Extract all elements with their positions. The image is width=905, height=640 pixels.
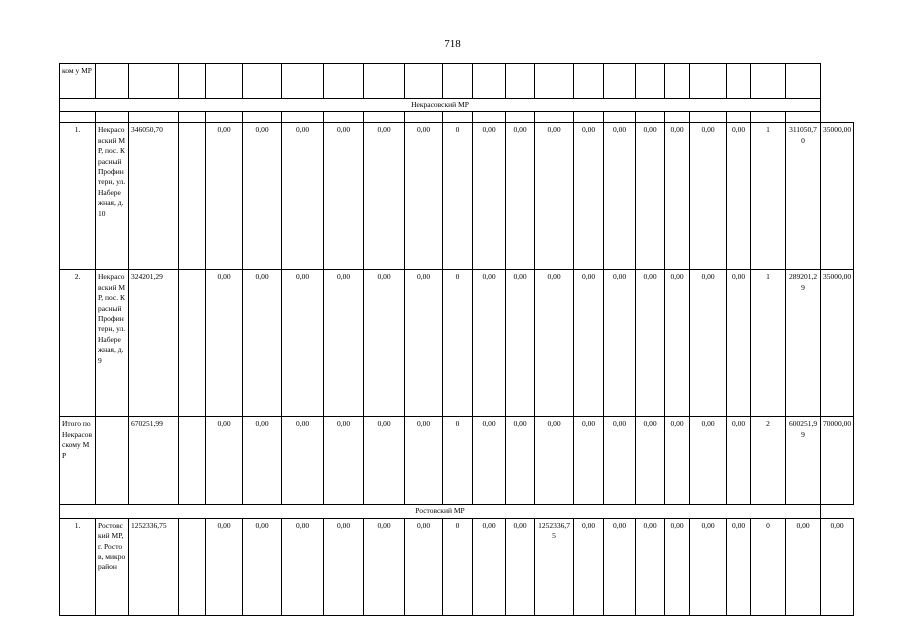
value-cell: 0,00 [473,123,506,270]
empty-cell [506,112,535,123]
sum1-cell: 311050,70 [786,123,821,270]
value-cell: 0,00 [636,270,665,417]
row-number: 1. [60,518,96,615]
value-cell: 0,00 [324,417,364,505]
value-cell: 0,00 [506,270,535,417]
total-cell: 1252336,75 [129,518,179,615]
value-cell: 0,00 [405,417,443,505]
empty-cell [690,112,727,123]
value-cell: 1252336,75 [535,518,574,615]
section-header-row [60,99,854,112]
address-cell: Некрасовский МР, пос. Красный Профинтерн, ул. Набережная, д. 10 [96,123,129,270]
header-cell [243,64,282,99]
header-cell [364,64,405,99]
sum2-cell: 35000,00 [821,270,854,417]
empty-cell [473,112,506,123]
header-row [60,64,854,99]
address-cell: Некрасовский МР, пос. Красный Профинтерн, ул. Набережная, д. 9 [96,270,129,417]
value-cell: 0,00 [473,417,506,505]
value-cell: 0,00 [665,417,690,505]
header-cell [636,64,665,99]
empty-cell [786,112,821,123]
empty-cell [129,112,179,123]
count-cell: 0 [751,518,786,615]
sum2-cell: 0,00 [821,518,854,615]
value-cell: 0,00 [690,123,727,270]
empty-cell [179,112,206,123]
value-cell: 0,00 [506,123,535,270]
header-cell [690,64,727,99]
row-number: 1. [60,123,96,270]
header-cell [324,64,364,99]
value-cell: 0,00 [535,417,574,505]
value-cell: 0,00 [727,417,751,505]
value-cell: 0,00 [535,270,574,417]
value-cell: 0,00 [206,518,243,615]
value-cell: 0,00 [665,518,690,615]
table-row [60,518,854,615]
value-cell: 0,00 [535,123,574,270]
empty-cell [60,112,96,123]
value-cell: 0,00 [604,518,636,615]
total-cell: 670251,99 [129,417,179,505]
header-cell [506,64,535,99]
empty-cell [405,112,443,123]
value-cell: 0,00 [324,123,364,270]
row-number: 2. [60,270,96,417]
total-cell: 346050,70 [129,123,179,270]
empty-cell [96,112,129,123]
empty-cell [574,112,604,123]
header-cell [405,64,443,99]
value-cell: 0,00 [727,123,751,270]
value-cell: 0,00 [206,270,243,417]
empty-cell [604,112,636,123]
value-cell: 0,00 [727,270,751,417]
section-title: Ростовский МР [60,505,821,518]
value-cell: 0,00 [574,270,604,417]
header-cell: ком у МР [60,64,96,99]
empty-cell [364,112,405,123]
count-cell: 1 [751,270,786,417]
header-cell [665,64,690,99]
value-cell: 0,00 [727,518,751,615]
empty-cell [751,112,786,123]
empty-cell [636,112,665,123]
value-cell: 0,00 [690,270,727,417]
value-cell: 0,00 [324,270,364,417]
value-cell: 0,00 [324,518,364,615]
section-title: Некрасовский МР [60,99,821,112]
value-cell: 0,00 [282,518,324,615]
value-cell: 0,00 [574,417,604,505]
empty-cell [727,112,751,123]
value-cell: 0,00 [405,518,443,615]
header-cell [751,64,786,99]
value-cell: 0,00 [405,270,443,417]
page-number: 718 [444,38,461,50]
table-row [60,270,854,417]
empty-cell [243,112,282,123]
sum1-cell: 600251,99 [786,417,821,505]
empty-cell [179,270,206,417]
value-cell: 0,00 [206,417,243,505]
table-row [60,123,854,270]
value-cell: 0,00 [574,518,604,615]
value-cell: 0,00 [473,518,506,615]
value-cell: 0,00 [243,417,282,505]
value-cell: 0 [443,417,473,505]
value-cell: 0,00 [364,417,405,505]
value-cell: 0,00 [604,417,636,505]
value-cell: 0,00 [665,123,690,270]
sum2-cell: 70000,00 [821,417,854,505]
subtotal-label: Итого по Некрасовскому МР [60,417,96,505]
value-cell: 0,00 [282,417,324,505]
header-cell [604,64,636,99]
empty-cell [179,417,206,505]
header-cell [535,64,574,99]
value-cell: 0,00 [243,518,282,615]
empty-cell [443,112,473,123]
value-cell: 0,00 [574,123,604,270]
spacer-row [60,112,854,123]
header-cell [443,64,473,99]
empty-cell [206,112,243,123]
value-cell: 0 [443,123,473,270]
header-cell [727,64,751,99]
sum2-cell: 35000,00 [821,123,854,270]
value-cell: 0,00 [364,270,405,417]
header-cell [574,64,604,99]
value-cell: 0,00 [665,270,690,417]
sum1-cell: 0,00 [786,518,821,615]
subtotal-row [60,417,854,505]
data-table [59,63,854,616]
count-cell: 1 [751,123,786,270]
value-cell: 0,00 [636,123,665,270]
header-cell [96,64,129,99]
value-cell: 0 [443,270,473,417]
value-cell: 0,00 [405,123,443,270]
value-cell: 0,00 [364,123,405,270]
count-cell: 2 [751,417,786,505]
value-cell: 0,00 [636,417,665,505]
sum1-cell: 289201,29 [786,270,821,417]
header-cell [473,64,506,99]
value-cell: 0,00 [282,123,324,270]
empty-cell [324,112,364,123]
empty-cell [665,112,690,123]
empty-cell [535,112,574,123]
header-cell [786,64,821,99]
value-cell: 0,00 [243,270,282,417]
value-cell: 0,00 [604,270,636,417]
value-cell: 0,00 [506,518,535,615]
value-cell: 0,00 [473,270,506,417]
value-cell: 0,00 [243,123,282,270]
address-cell: Ростовский МР, г. Ростов, микрорайон [96,518,129,615]
header-cell [129,64,179,99]
address-cell [96,417,129,505]
total-cell: 324201,29 [129,270,179,417]
empty-cell [179,518,206,615]
value-cell: 0,00 [690,518,727,615]
value-cell: 0,00 [506,417,535,505]
empty-cell [282,112,324,123]
empty-cell [179,123,206,270]
section-header-row [60,505,854,518]
header-cell [206,64,243,99]
value-cell: 0 [443,518,473,615]
value-cell: 0,00 [282,270,324,417]
value-cell: 0,00 [604,123,636,270]
value-cell: 0,00 [690,417,727,505]
value-cell: 0,00 [364,518,405,615]
header-cell [282,64,324,99]
header-cell [179,64,206,99]
value-cell: 0,00 [636,518,665,615]
value-cell: 0,00 [206,123,243,270]
